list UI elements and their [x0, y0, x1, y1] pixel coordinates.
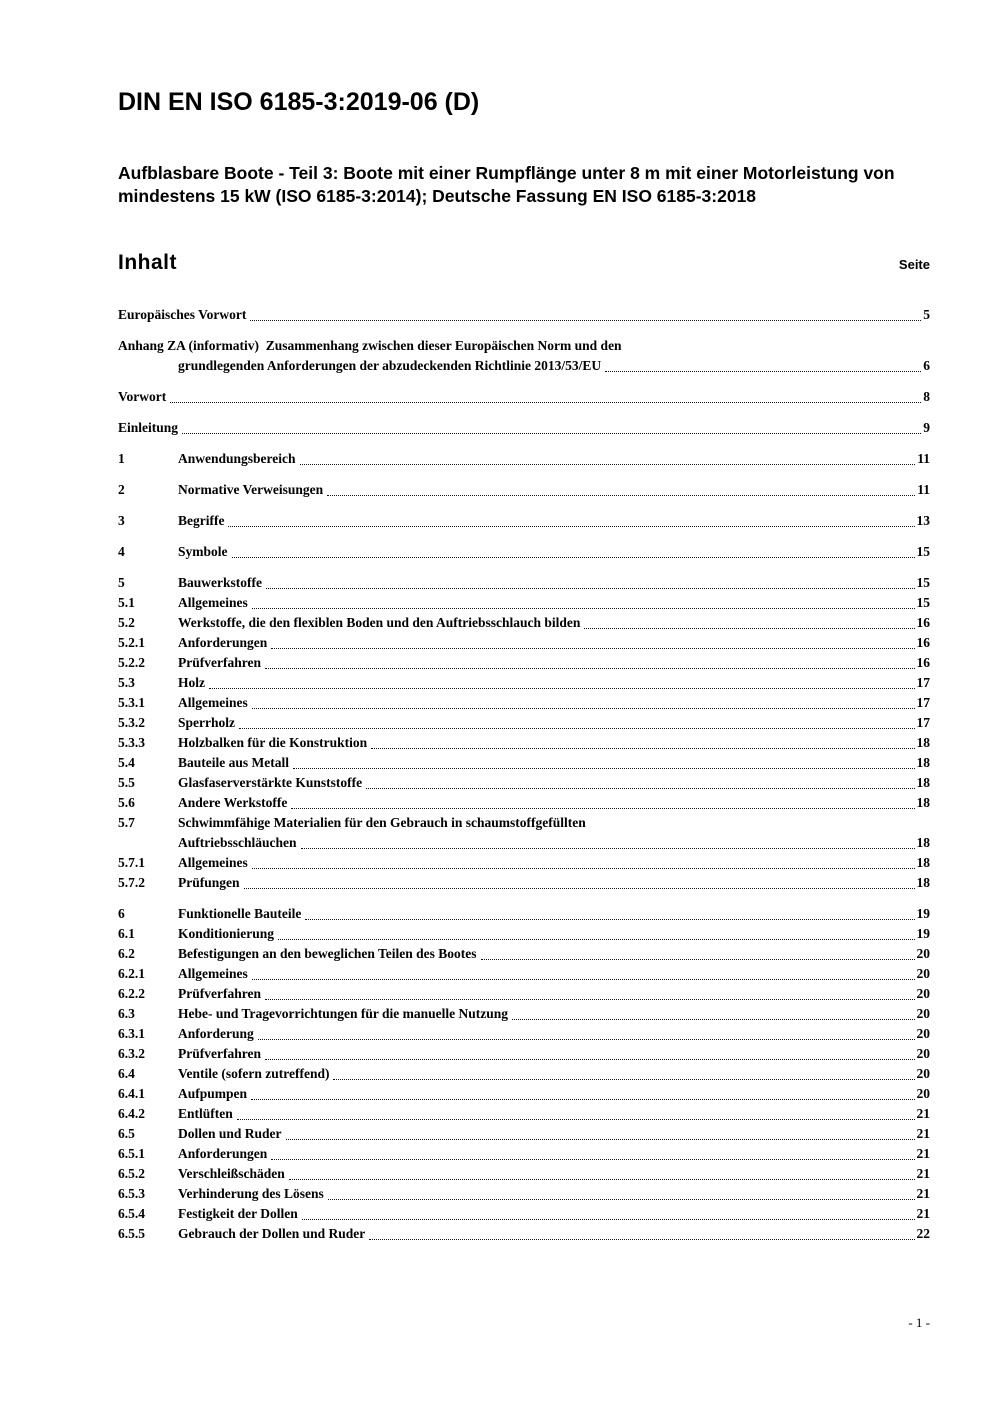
dotted-leader — [366, 788, 914, 789]
toc-entry-page: 16 — [916, 615, 930, 631]
toc-entry-number: 5.3.3 — [118, 735, 145, 751]
toc-entry-page: 16 — [916, 655, 930, 671]
toc-entry — [118, 1104, 930, 1124]
dotted-leader — [271, 648, 914, 649]
toc-entry-number: 5.3.2 — [118, 715, 145, 731]
toc-entry-title: Bauteile aus Metall — [178, 755, 289, 771]
toc-entry-number: 5.5 — [118, 775, 135, 791]
dotted-leader — [300, 464, 916, 465]
dotted-leader — [170, 402, 921, 403]
toc-entry-line — [118, 511, 930, 531]
toc-entry-title: Europäisches Vorwort — [118, 307, 247, 323]
toc-entry-line — [118, 693, 930, 713]
dotted-leader — [266, 588, 915, 589]
toc-entry-number: 5.3.1 — [118, 695, 145, 711]
toc-entry-line — [118, 542, 930, 562]
toc-entry-page: 21 — [916, 1146, 930, 1162]
toc-entry-page: 5 — [923, 307, 930, 323]
toc-entry — [118, 1204, 930, 1224]
dotted-leader — [251, 1099, 914, 1100]
dotted-leader — [293, 768, 915, 769]
toc-entry-title: Dollen und Ruder — [178, 1126, 282, 1142]
toc-entry — [118, 305, 930, 325]
toc-entry-title: Gebrauch der Dollen und Ruder — [178, 1226, 366, 1242]
toc-entry-line — [118, 984, 930, 1004]
toc-entry-line — [118, 813, 930, 833]
toc-entry-line — [118, 773, 930, 793]
toc-entry-title: Anforderungen — [178, 1146, 268, 1162]
toc-entry — [118, 873, 930, 893]
toc-entry-line — [118, 713, 930, 733]
toc-entry-line — [118, 573, 930, 593]
toc-entry-page: 6 — [923, 358, 930, 374]
toc-entry-number: 1 — [118, 451, 125, 467]
toc-entry — [118, 418, 930, 438]
toc-entry-page: 18 — [916, 875, 930, 891]
toc-entry-number: 6.5.4 — [118, 1206, 145, 1222]
toc-entry-page: 15 — [916, 544, 930, 560]
dotted-leader — [481, 959, 915, 960]
toc-entry-title: Einleitung — [118, 420, 179, 436]
toc-entry-number: 5.4 — [118, 755, 135, 771]
dotted-leader — [265, 1059, 915, 1060]
toc-entry-title: Normative Verweisungen — [178, 482, 324, 498]
toc-entry-number: 6.4.1 — [118, 1086, 145, 1102]
toc-entry-page: 20 — [916, 1086, 930, 1102]
toc-entry-number: 6.3 — [118, 1006, 135, 1022]
toc-entry-line — [118, 1224, 930, 1244]
toc-heading: Inhalt — [118, 251, 177, 275]
toc-entry-title: Ventile (sofern zutreffend) — [178, 1066, 330, 1082]
toc-entry — [118, 733, 930, 753]
toc-entry-line — [118, 1164, 930, 1184]
toc-entry-title: Aufpumpen — [178, 1086, 248, 1102]
toc-entry — [118, 924, 930, 944]
toc-entry-number: 6.4 — [118, 1066, 135, 1082]
toc-entry-number: 6.5.1 — [118, 1146, 145, 1162]
toc-entry-number: 4 — [118, 544, 125, 560]
toc-entry-number: 2 — [118, 482, 125, 498]
toc-entry-title: Prüfverfahren — [178, 986, 261, 1002]
dotted-leader — [301, 848, 915, 849]
toc-entry-line — [118, 1064, 930, 1084]
toc-entry-line — [118, 944, 930, 964]
toc-entry-line — [118, 613, 930, 633]
toc-entry — [118, 1064, 930, 1084]
toc-entry-number: 6.3.2 — [118, 1046, 145, 1062]
dotted-leader — [182, 433, 921, 434]
toc-entry-title: Allgemeines — [178, 695, 248, 711]
toc-entry — [118, 1124, 930, 1144]
dotted-leader — [328, 1199, 915, 1200]
toc-entry-line — [118, 1144, 930, 1164]
toc-entry-number: 6.2.2 — [118, 986, 145, 1002]
toc-entry-title: Vorwort — [118, 389, 167, 405]
toc-entry-number: 5.7.2 — [118, 875, 145, 891]
dotted-leader — [271, 1159, 914, 1160]
toc-entry-title: Anhang ZA (informativ) Zusammenhang zwischen dieser Europäischen Norm und den — [118, 338, 622, 354]
toc-entry-line — [118, 449, 930, 469]
toc-entry-number: 6.5.2 — [118, 1166, 145, 1182]
toc-entry-line — [118, 480, 930, 500]
dotted-leader — [252, 608, 915, 609]
toc-entry-line — [118, 418, 930, 438]
dotted-leader — [209, 688, 915, 689]
dotted-leader — [286, 1139, 915, 1140]
toc-entry-line — [118, 336, 930, 356]
toc-entry — [118, 693, 930, 713]
toc-entry-line — [118, 356, 930, 376]
toc-entry-page: 17 — [916, 675, 930, 691]
dotted-leader — [289, 1179, 915, 1180]
dotted-leader — [369, 1239, 914, 1240]
toc-entry-title: Holz — [178, 675, 205, 691]
toc-entry-line — [118, 1044, 930, 1064]
toc-entry-title: Glasfaserverstärkte Kunststoffe — [178, 775, 363, 791]
dotted-leader — [605, 371, 921, 372]
toc-entry-title: Verschleißschäden — [178, 1166, 285, 1182]
toc-entry-title: Werkstoffe, die den flexiblen Boden und den Auftriebsschlauch bilden — [178, 615, 581, 631]
dotted-leader — [278, 939, 914, 940]
toc-entry-title: Funktionelle Bauteile — [178, 906, 302, 922]
dotted-leader — [302, 1219, 915, 1220]
toc-entry-line — [118, 964, 930, 984]
toc-entry-number: 6.3.1 — [118, 1026, 145, 1042]
dotted-leader — [265, 668, 915, 669]
dotted-leader — [291, 808, 914, 809]
toc-entry — [118, 633, 930, 653]
toc-header — [118, 251, 930, 275]
toc-entry-title: grundlegenden Anforderungen der abzudeckenden Richtlinie 2013/53/EU — [178, 358, 602, 374]
toc-entry-number: 6.2 — [118, 946, 135, 962]
toc-entry-page: 20 — [916, 966, 930, 982]
toc-entry — [118, 1164, 930, 1184]
toc-entry-number: 5.6 — [118, 795, 135, 811]
dotted-leader — [584, 628, 914, 629]
dotted-leader — [252, 868, 915, 869]
toc-entry-page: 20 — [916, 946, 930, 962]
toc-entry-page: 17 — [916, 715, 930, 731]
toc-entry-page: 18 — [916, 755, 930, 771]
toc-entry-page: 13 — [916, 513, 930, 529]
dotted-leader — [239, 728, 915, 729]
toc-entry-line — [118, 833, 930, 853]
toc-entry-line — [118, 1124, 930, 1144]
toc-entry — [118, 713, 930, 733]
toc-entry-page: 18 — [916, 855, 930, 871]
toc-entry-title: Auftriebsschläuchen — [178, 835, 297, 851]
toc-entry-page: 18 — [916, 735, 930, 751]
toc-entry-number: 6.5.5 — [118, 1226, 145, 1242]
toc-entry-title: Symbole — [178, 544, 228, 560]
toc-entry-page: 8 — [923, 389, 930, 405]
table-of-contents — [118, 305, 930, 1244]
toc-entry-number: 6 — [118, 906, 125, 922]
toc-entry-page: 15 — [916, 595, 930, 611]
toc-entry-number: 5.7 — [118, 815, 135, 831]
toc-entry — [118, 480, 930, 500]
toc-entry-line — [118, 753, 930, 773]
toc-entry-page: 21 — [916, 1206, 930, 1222]
dotted-leader — [305, 919, 914, 920]
toc-entry-title: Bauwerkstoffe — [178, 575, 262, 591]
toc-entry — [118, 964, 930, 984]
toc-entry-number: 5.7.1 — [118, 855, 145, 871]
toc-entry-title: Anforderung — [178, 1026, 254, 1042]
toc-entry-line — [118, 904, 930, 924]
toc-entry-title: Prüfverfahren — [178, 655, 261, 671]
toc-entry-title: Prüfverfahren — [178, 1046, 261, 1062]
toc-entry — [118, 1084, 930, 1104]
toc-entry-title: Allgemeines — [178, 855, 248, 871]
toc-entry-page: 16 — [916, 635, 930, 651]
toc-entry-number: 6.1 — [118, 926, 135, 942]
toc-entry-line — [118, 733, 930, 753]
toc-entry — [118, 1184, 930, 1204]
toc-entry-line — [118, 1004, 930, 1024]
toc-entry-title: Anwendungsbereich — [178, 451, 296, 467]
toc-entry — [118, 853, 930, 873]
toc-entry-line — [118, 853, 930, 873]
toc-entry-page: 18 — [916, 795, 930, 811]
toc-entry-line — [118, 924, 930, 944]
dotted-leader — [228, 526, 914, 527]
dotted-leader — [265, 999, 915, 1000]
toc-entry-title: Entlüften — [178, 1106, 233, 1122]
toc-entry-title: Anforderungen — [178, 635, 268, 651]
toc-entry-line — [118, 653, 930, 673]
document-code: DIN EN ISO 6185-3:2019-06 (D) — [118, 88, 480, 116]
toc-entry-number: 5.1 — [118, 595, 135, 611]
dotted-leader — [252, 708, 915, 709]
toc-entry-page: 18 — [916, 775, 930, 791]
toc-entry — [118, 793, 930, 813]
toc-entry-page: 20 — [916, 986, 930, 1002]
toc-entry-line — [118, 1024, 930, 1044]
toc-entry-line — [118, 593, 930, 613]
toc-entry-page: 20 — [916, 1046, 930, 1062]
toc-entry-number: 5.2.2 — [118, 655, 145, 671]
toc-entry-page: 22 — [916, 1226, 930, 1242]
toc-entry-title: Schwimmfähige Materialien für den Gebrauch in schaumstoffgefüllten — [178, 815, 586, 831]
toc-entry-page: 21 — [916, 1186, 930, 1202]
toc-entry-line — [118, 1104, 930, 1124]
toc-entry-number: 5.3 — [118, 675, 135, 691]
toc-entry-page: 15 — [916, 575, 930, 591]
toc-entry-line — [118, 873, 930, 893]
toc-entry — [118, 1004, 930, 1024]
toc-entry-number: 3 — [118, 513, 125, 529]
toc-entry-page: 11 — [917, 482, 930, 498]
dotted-leader — [371, 748, 914, 749]
toc-entry-page: 9 — [923, 420, 930, 436]
toc-entry-title: Allgemeines — [178, 966, 248, 982]
toc-entry — [118, 813, 930, 853]
toc-entry — [118, 753, 930, 773]
toc-entry — [118, 511, 930, 531]
toc-entry-title: Allgemeines — [178, 595, 248, 611]
toc-entry-page: 21 — [916, 1106, 930, 1122]
toc-entry-page: 20 — [916, 1066, 930, 1082]
toc-entry-line — [118, 1084, 930, 1104]
toc-entry-number: 5 — [118, 575, 125, 591]
toc-entry-page: 21 — [916, 1166, 930, 1182]
toc-entry-page: 18 — [916, 835, 930, 851]
dotted-leader — [244, 888, 915, 889]
dotted-leader — [258, 1039, 915, 1040]
toc-entry-title: Festigkeit der Dollen — [178, 1206, 298, 1222]
toc-entry-line — [118, 633, 930, 653]
toc-entry-line — [118, 793, 930, 813]
dotted-leader — [252, 979, 915, 980]
dotted-leader — [232, 557, 915, 558]
toc-entry-title: Prüfungen — [178, 875, 240, 891]
toc-entry — [118, 449, 930, 469]
dotted-leader — [333, 1079, 914, 1080]
dotted-leader — [512, 1019, 914, 1020]
dotted-leader — [237, 1119, 915, 1120]
toc-page-column-label: Seite — [898, 257, 930, 273]
toc-entry-number: 6.2.1 — [118, 966, 145, 982]
toc-entry-title: Sperrholz — [178, 715, 235, 731]
toc-entry-line — [118, 673, 930, 693]
document-title: Aufblasbare Boote - Teil 3: Boote mit einer Rumpflänge unter 8 m mit einer Motorleistung von mindestens 15 kW (ISO 6185-3:2014); Deutsche Fassung EN ISO 6185-3:2018 — [118, 162, 895, 206]
toc-entry — [118, 984, 930, 1004]
toc-entry-number: 6.5 — [118, 1126, 135, 1142]
toc-entry — [118, 573, 930, 593]
toc-entry — [118, 653, 930, 673]
toc-entry-line — [118, 387, 930, 407]
toc-entry-page: 11 — [917, 451, 930, 467]
toc-entry — [118, 944, 930, 964]
toc-entry-page: 21 — [916, 1126, 930, 1142]
toc-entry-title: Hebe- und Tragevorrichtungen für die manuelle Nutzung — [178, 1006, 509, 1022]
toc-entry — [118, 904, 930, 924]
toc-entry — [118, 1224, 930, 1244]
toc-entry-page: 17 — [916, 695, 930, 711]
toc-entry-page: 19 — [916, 906, 930, 922]
toc-entry-page: 20 — [916, 1026, 930, 1042]
toc-entry — [118, 673, 930, 693]
toc-entry — [118, 387, 930, 407]
toc-entry — [118, 593, 930, 613]
toc-entry — [118, 1024, 930, 1044]
toc-entry — [118, 336, 930, 376]
page-number-footer: - 1 - — [908, 1315, 930, 1330]
toc-entry-line — [118, 305, 930, 325]
toc-entry-number: 5.2 — [118, 615, 135, 631]
toc-entry-title: Andere Werkstoffe — [178, 795, 288, 811]
toc-entry — [118, 542, 930, 562]
toc-entry-line — [118, 1184, 930, 1204]
toc-entry-page: 19 — [916, 926, 930, 942]
toc-entry-number: 5.2.1 — [118, 635, 145, 651]
toc-entry — [118, 773, 930, 793]
toc-entry-page: 20 — [916, 1006, 930, 1022]
toc-entry-title: Befestigungen an den beweglichen Teilen des Bootes — [178, 946, 477, 962]
dotted-leader — [327, 495, 915, 496]
toc-entry-number: 6.4.2 — [118, 1106, 145, 1122]
toc-entry-title: Konditionierung — [178, 926, 275, 942]
dotted-leader — [250, 320, 921, 321]
toc-entry — [118, 1044, 930, 1064]
toc-entry-title: Verhinderung des Lösens — [178, 1186, 324, 1202]
toc-entry-number: 6.5.3 — [118, 1186, 145, 1202]
toc-entry — [118, 1144, 930, 1164]
toc-entry — [118, 613, 930, 633]
toc-entry-title: Holzbalken für die Konstruktion — [178, 735, 368, 751]
toc-entry-line — [118, 1204, 930, 1224]
toc-entry-title: Begriffe — [178, 513, 225, 529]
